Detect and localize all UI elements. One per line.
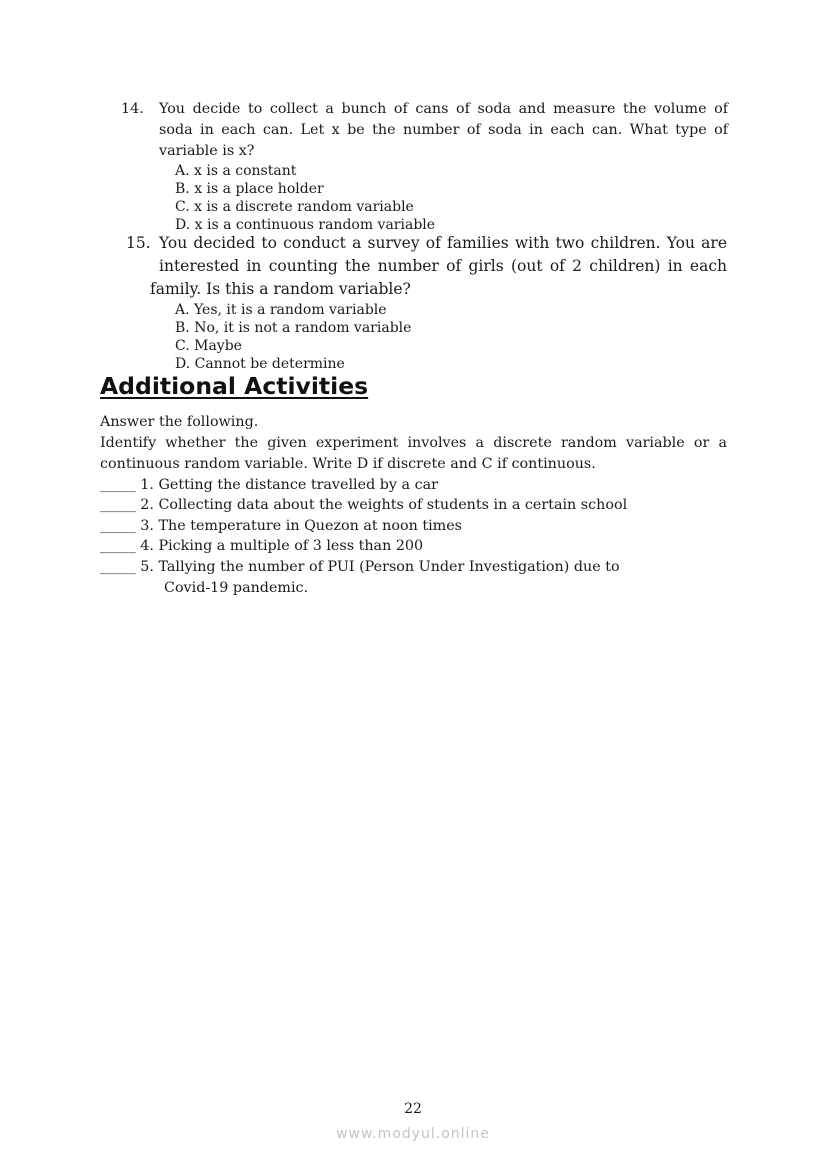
activity-item: _____ 1. Getting the distance travelled by a car xyxy=(100,477,438,493)
activity-item: _____ 3. The temperature in Quezon at noon times xyxy=(100,518,463,534)
activity-item-continuation: Covid-19 pandemic. xyxy=(164,580,309,596)
intro-text-line: continuous random variable. Write D if discrete and C if continuous. xyxy=(100,456,596,472)
activity-item: _____ 5. Tallying the number of PUI (Person Under Investigation) due to xyxy=(100,559,620,575)
question-text-line: soda in each can. Let x be the number of soda in each can. What type of xyxy=(159,122,728,138)
section-heading: Additional Activities xyxy=(100,372,369,400)
answer-option: A. x is a constant xyxy=(175,163,297,179)
answer-option: D. x is a continuous random variable xyxy=(175,217,436,233)
question-text-line: variable is x? xyxy=(159,143,255,159)
question-number: 14. xyxy=(121,101,144,117)
question-text-line: family. Is this a random variable? xyxy=(150,280,411,298)
activity-item: _____ 4. Picking a multiple of 3 less than 200 xyxy=(100,538,424,554)
answer-option: A. Yes, it is a random variable xyxy=(175,302,387,318)
answer-option: B. x is a place holder xyxy=(175,181,324,197)
question-text-line: interested in counting the number of girls (out of 2 children) in each xyxy=(159,257,727,275)
answer-option: D. Cannot be determine xyxy=(175,356,345,372)
intro-text-line: Identify whether the given experiment involves a discrete random variable or a xyxy=(100,435,727,451)
activity-item: _____ 2. Collecting data about the weights of students in a certain school xyxy=(100,497,628,513)
watermark: www.modyul.online xyxy=(336,1126,490,1142)
question-text-line: You decided to conduct a survey of families with two children. You are xyxy=(159,234,727,252)
answer-option: C. Maybe xyxy=(175,338,242,354)
page-number: 22 xyxy=(404,1101,422,1117)
question-text-line: You decide to collect a bunch of cans of soda and measure the volume of xyxy=(159,101,728,117)
instruction-text: Answer the following. xyxy=(100,414,259,430)
answer-option: B. No, it is not a random variable xyxy=(175,320,412,336)
question-number: 15. xyxy=(126,234,151,252)
answer-option: C. x is a discrete random variable xyxy=(175,199,414,215)
